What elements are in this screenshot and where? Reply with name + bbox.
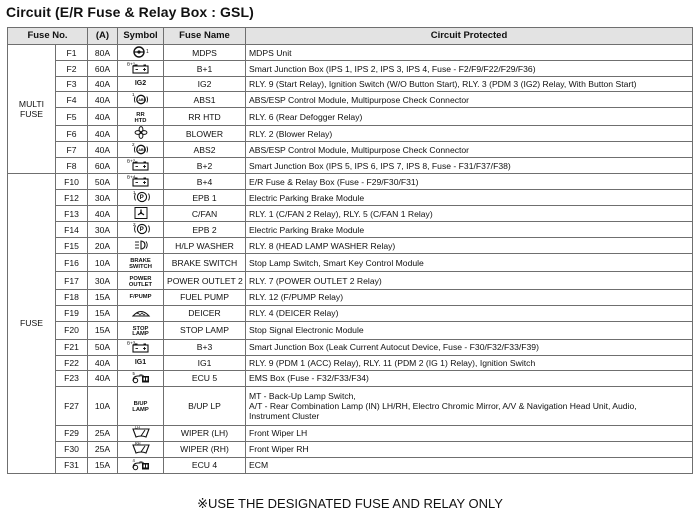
fuse-symbol	[118, 61, 164, 77]
circuit-protected: ECM	[246, 457, 693, 473]
fuse-symbol	[118, 321, 164, 339]
circuit-protected: RLY. 1 (C/FAN 2 Relay), RLY. 5 (C/FAN 1 Relay)	[246, 206, 693, 222]
svg-text:RH: RH	[134, 441, 140, 446]
fuse-amperage: 50A	[88, 339, 118, 355]
fuse-amperage: 15A	[88, 305, 118, 321]
circuit-protected: MT - Back-Up Lamp Switch, A/T - Rear Combination Lamp (IN) LH/RH, Electro Chromic Mirror, A/V & Navigation Head Unit, Audio, Instrument Cluster	[246, 386, 693, 425]
fuel-pump-label-icon: F/PUMP	[129, 294, 152, 301]
fuse-symbol	[118, 457, 164, 473]
fuse-symbol	[118, 206, 164, 222]
fuse-symbol	[118, 290, 164, 305]
fuse-amperage: 10A	[88, 254, 118, 272]
fuse-number: F13	[56, 206, 88, 222]
fuse-symbol	[118, 425, 164, 441]
circuit-protected: Electric Parking Brake Module	[246, 222, 693, 238]
fuse-name: STOP LAMP	[164, 321, 246, 339]
circuit-protected: Front Wiper LH	[246, 425, 693, 441]
header-circuit: Circuit Protected	[246, 28, 693, 45]
fuse-name: POWER OUTLET 2	[164, 272, 246, 290]
ecu-icon	[128, 458, 154, 471]
fuse-number: F20	[56, 321, 88, 339]
battery-icon	[126, 340, 156, 353]
circuit-protected: RLY. 7 (POWER OUTLET 2 Relay)	[246, 272, 693, 290]
fuse-amperage: 25A	[88, 441, 118, 457]
fuse-symbol	[118, 126, 164, 142]
fuse-number: F22	[56, 355, 88, 370]
fuse-symbol	[118, 77, 164, 92]
table-header-row	[8, 28, 693, 45]
fuse-name: B+3	[164, 339, 246, 355]
fuse-symbol	[118, 108, 164, 126]
fuse-name: IG1	[164, 355, 246, 370]
svg-text:ABS: ABS	[137, 148, 146, 153]
fuse-name: EPB 1	[164, 190, 246, 206]
fuse-amperage: 40A	[88, 126, 118, 142]
table-row	[8, 339, 693, 355]
table-row	[8, 158, 693, 174]
fuse-name: WIPER (RH)	[164, 441, 246, 457]
table-row	[8, 457, 693, 473]
fuse-amperage: 15A	[88, 290, 118, 305]
fuse-amperage: 40A	[88, 206, 118, 222]
backup-lamp-label-icon: B/UP LAMP	[132, 401, 149, 413]
fuse-number: F4	[56, 92, 88, 108]
fuse-name: IG2	[164, 77, 246, 92]
fuse-symbol	[118, 355, 164, 370]
fuse-name: ECU 5	[164, 370, 246, 386]
fuse-symbol	[118, 158, 164, 174]
ecu-icon	[128, 371, 154, 384]
fuse-number: F7	[56, 142, 88, 158]
svg-text:B+1: B+1	[126, 61, 135, 67]
header-amp: (A)	[88, 28, 118, 45]
svg-text:5: 5	[132, 370, 135, 376]
fuse-number: F27	[56, 386, 88, 425]
table-row	[8, 45, 693, 61]
fuse-amperage: 60A	[88, 158, 118, 174]
circuit-protected: Electric Parking Brake Module	[246, 190, 693, 206]
table-row	[8, 321, 693, 339]
fuse-name: MDPS	[164, 45, 246, 61]
battery-icon	[126, 174, 156, 187]
circuit-protected: RLY. 4 (DEICER Relay)	[246, 305, 693, 321]
svg-text:1: 1	[145, 49, 149, 55]
circuit-protected: Smart Junction Box (Leak Current Autocut Device, Fuse - F30/F32/F33/F39)	[246, 339, 693, 355]
table-row	[8, 290, 693, 305]
designated-fuse-note: ※USE THE DESIGNATED FUSE AND RELAY ONLY	[197, 496, 503, 511]
circuit-protected: ABS/ESP Control Module, Multipurpose Check Connector	[246, 92, 693, 108]
fuse-name: FUEL PUMP	[164, 290, 246, 305]
fuse-symbol	[118, 254, 164, 272]
wiper-icon	[128, 442, 154, 455]
circuit-protected: RLY. 9 (Start Relay), Ignition Switch (W/O Button Start), RLY. 3 (PDM 3 (IG2) Relay, With Button Start)	[246, 77, 693, 92]
fuse-name: EPB 2	[164, 222, 246, 238]
circuit-protected: MDPS Unit	[246, 45, 693, 61]
fuse-amperage: 40A	[88, 92, 118, 108]
fuse-amperage: 40A	[88, 355, 118, 370]
fuse-symbol	[118, 441, 164, 457]
ig2-label-icon: IG2	[134, 80, 147, 88]
brake-switch-label-icon: BRAKE SWITCH	[129, 258, 152, 270]
stop-lamp-label-icon: STOP LAMP	[132, 325, 149, 338]
battery-icon	[126, 61, 156, 74]
circuit-protected: Smart Junction Box (IPS 5, IPS 6, IPS 7, IPS 8, Fuse - F31/F37/F38)	[246, 158, 693, 174]
table-row	[8, 386, 693, 425]
circuit-protected: Smart Junction Box (IPS 1, IPS 2, IPS 3, IPS 4, Fuse - F2/F9/F22/F29/F36)	[246, 61, 693, 77]
fuse-amperage: 40A	[88, 108, 118, 126]
fuse-amperage: 20A	[88, 238, 118, 254]
circuit-protected: Stop Signal Electronic Module	[246, 321, 693, 339]
fuse-number: F5	[56, 108, 88, 126]
circuit-protected: RLY. 9 (PDM 1 (ACC) Relay), RLY. 11 (PDM 2 (IG 1) Relay), Ignition Switch	[246, 355, 693, 370]
svg-text:B+2: B+2	[126, 158, 135, 164]
fuse-amperage: 15A	[88, 321, 118, 339]
table-row	[8, 190, 693, 206]
battery-icon	[126, 158, 156, 171]
fuse-name: ABS2	[164, 142, 246, 158]
table-row	[8, 254, 693, 272]
fuse-number: F19	[56, 305, 88, 321]
fuse-name: B+2	[164, 158, 246, 174]
fuse-name: H/LP WASHER	[164, 238, 246, 254]
wiper-icon	[128, 426, 154, 439]
table-row	[8, 305, 693, 321]
steering-wheel-icon	[128, 45, 154, 58]
fuse-name: C/FAN	[164, 206, 246, 222]
fuse-symbol	[118, 370, 164, 386]
abs-icon	[128, 92, 154, 105]
fuse-amperage: 15A	[88, 457, 118, 473]
fuse-amperage: 30A	[88, 190, 118, 206]
fuse-symbol	[118, 45, 164, 61]
table-row	[8, 441, 693, 457]
fuse-amperage: 50A	[88, 174, 118, 190]
fuse-amperage: 10A	[88, 386, 118, 425]
table-row	[8, 370, 693, 386]
table-row	[8, 126, 693, 142]
table-row	[8, 355, 693, 370]
fuse-number: F18	[56, 290, 88, 305]
table-row	[8, 92, 693, 108]
fuse-symbol	[118, 174, 164, 190]
fan-icon	[128, 126, 154, 139]
parking-brake-icon	[128, 190, 154, 203]
fuse-number: F14	[56, 222, 88, 238]
svg-text:ABS: ABS	[137, 98, 146, 102]
fuse-symbol	[118, 238, 164, 254]
fuse-amperage: 60A	[88, 61, 118, 77]
fuse-name: WIPER (LH)	[164, 425, 246, 441]
fuse-name: ABS1	[164, 92, 246, 108]
fuse-number: F1	[56, 45, 88, 61]
svg-text:2: 2	[132, 222, 136, 228]
fuse-amperage: 25A	[88, 425, 118, 441]
power-outlet-label-icon: POWER OUTLET	[128, 276, 153, 288]
parking-brake-icon	[128, 222, 154, 235]
table-row	[8, 77, 693, 92]
fuse-symbol	[118, 222, 164, 238]
headlamp-washer-icon	[128, 238, 154, 251]
fuse-amperage: 40A	[88, 77, 118, 92]
page-title: Circuit (E/R Fuse & Relay Box : GSL)	[6, 4, 254, 20]
fuse-amperage: 30A	[88, 222, 118, 238]
table-row	[8, 174, 693, 190]
circuit-protected: RLY. 2 (Blower Relay)	[246, 126, 693, 142]
group-multi-fuse: MULTI FUSE	[8, 45, 56, 174]
fuse-name: BLOWER	[164, 126, 246, 142]
fuse-symbol	[118, 190, 164, 206]
fuse-number: F6	[56, 126, 88, 142]
fuse-name: DEICER	[164, 305, 246, 321]
fuse-symbol	[118, 305, 164, 321]
fuse-number: F2	[56, 61, 88, 77]
table-row	[8, 425, 693, 441]
fuse-symbol	[118, 142, 164, 158]
svg-text:B+4: B+4	[126, 174, 135, 180]
fuse-amperage: 30A	[88, 272, 118, 290]
fuse-name: BRAKE SWITCH	[164, 254, 246, 272]
fuse-name: B+1	[164, 61, 246, 77]
svg-text:B+3: B+3	[126, 340, 135, 346]
svg-text:LH: LH	[134, 425, 140, 430]
svg-text:P: P	[139, 195, 144, 202]
circuit-protected: ABS/ESP Control Module, Multipurpose Check Connector	[246, 142, 693, 158]
fuse-name: ECU 4	[164, 457, 246, 473]
table-row	[8, 108, 693, 126]
fuse-number: F17	[56, 272, 88, 290]
fuse-number: F30	[56, 441, 88, 457]
abs-icon	[128, 142, 154, 155]
header-symbol: Symbol	[118, 28, 164, 45]
circuit-protected: RLY. 6 (Rear Defogger Relay)	[246, 108, 693, 126]
svg-text:P: P	[139, 227, 144, 234]
fuse-number: F8	[56, 158, 88, 174]
cooling-fan-icon	[128, 206, 154, 219]
circuit-protected: RLY. 12 (F/PUMP Relay)	[246, 290, 693, 305]
svg-text:2: 2	[131, 142, 135, 148]
table-row	[8, 61, 693, 77]
svg-text:1: 1	[132, 190, 136, 196]
fuse-number: F15	[56, 238, 88, 254]
deicer-icon	[128, 306, 154, 319]
group-fuse: FUSE	[8, 174, 56, 474]
fuse-symbol	[118, 272, 164, 290]
fuse-table	[7, 27, 693, 474]
circuit-protected: EMS Box (Fuse - F32/F33/F34)	[246, 370, 693, 386]
fuse-amperage: 40A	[88, 142, 118, 158]
fuse-amperage: 40A	[88, 370, 118, 386]
table-row	[8, 238, 693, 254]
circuit-protected: Stop Lamp Switch, Smart Key Control Module	[246, 254, 693, 272]
fuse-amperage: 80A	[88, 45, 118, 61]
table-row	[8, 206, 693, 222]
table-row	[8, 222, 693, 238]
fuse-symbol	[118, 339, 164, 355]
rear-heater-label-icon: RR HTD	[134, 112, 147, 124]
ig1-label-icon: IG1	[134, 358, 147, 366]
fuse-number: F16	[56, 254, 88, 272]
circuit-protected: RLY. 8 (HEAD LAMP WASHER Relay)	[246, 238, 693, 254]
fuse-number: F29	[56, 425, 88, 441]
fuse-number: F12	[56, 190, 88, 206]
fuse-symbol	[118, 386, 164, 425]
fuse-name: RR HTD	[164, 108, 246, 126]
table-row	[8, 142, 693, 158]
circuit-protected: E/R Fuse & Relay Box (Fuse - F29/F30/F31)	[246, 174, 693, 190]
fuse-number: F31	[56, 457, 88, 473]
fuse-number: F3	[56, 77, 88, 92]
table-row	[8, 272, 693, 290]
fuse-name: B/UP LP	[164, 386, 246, 425]
fuse-number: F23	[56, 370, 88, 386]
header-fuse-name: Fuse Name	[164, 28, 246, 45]
fuse-symbol	[118, 92, 164, 108]
fuse-number: F10	[56, 174, 88, 190]
fuse-number: F21	[56, 339, 88, 355]
svg-text:4: 4	[132, 457, 135, 463]
svg-text:1: 1	[131, 92, 135, 97]
fuse-name: B+4	[164, 174, 246, 190]
header-fuse-no: Fuse No.	[8, 28, 88, 45]
circuit-protected: Front Wiper RH	[246, 441, 693, 457]
